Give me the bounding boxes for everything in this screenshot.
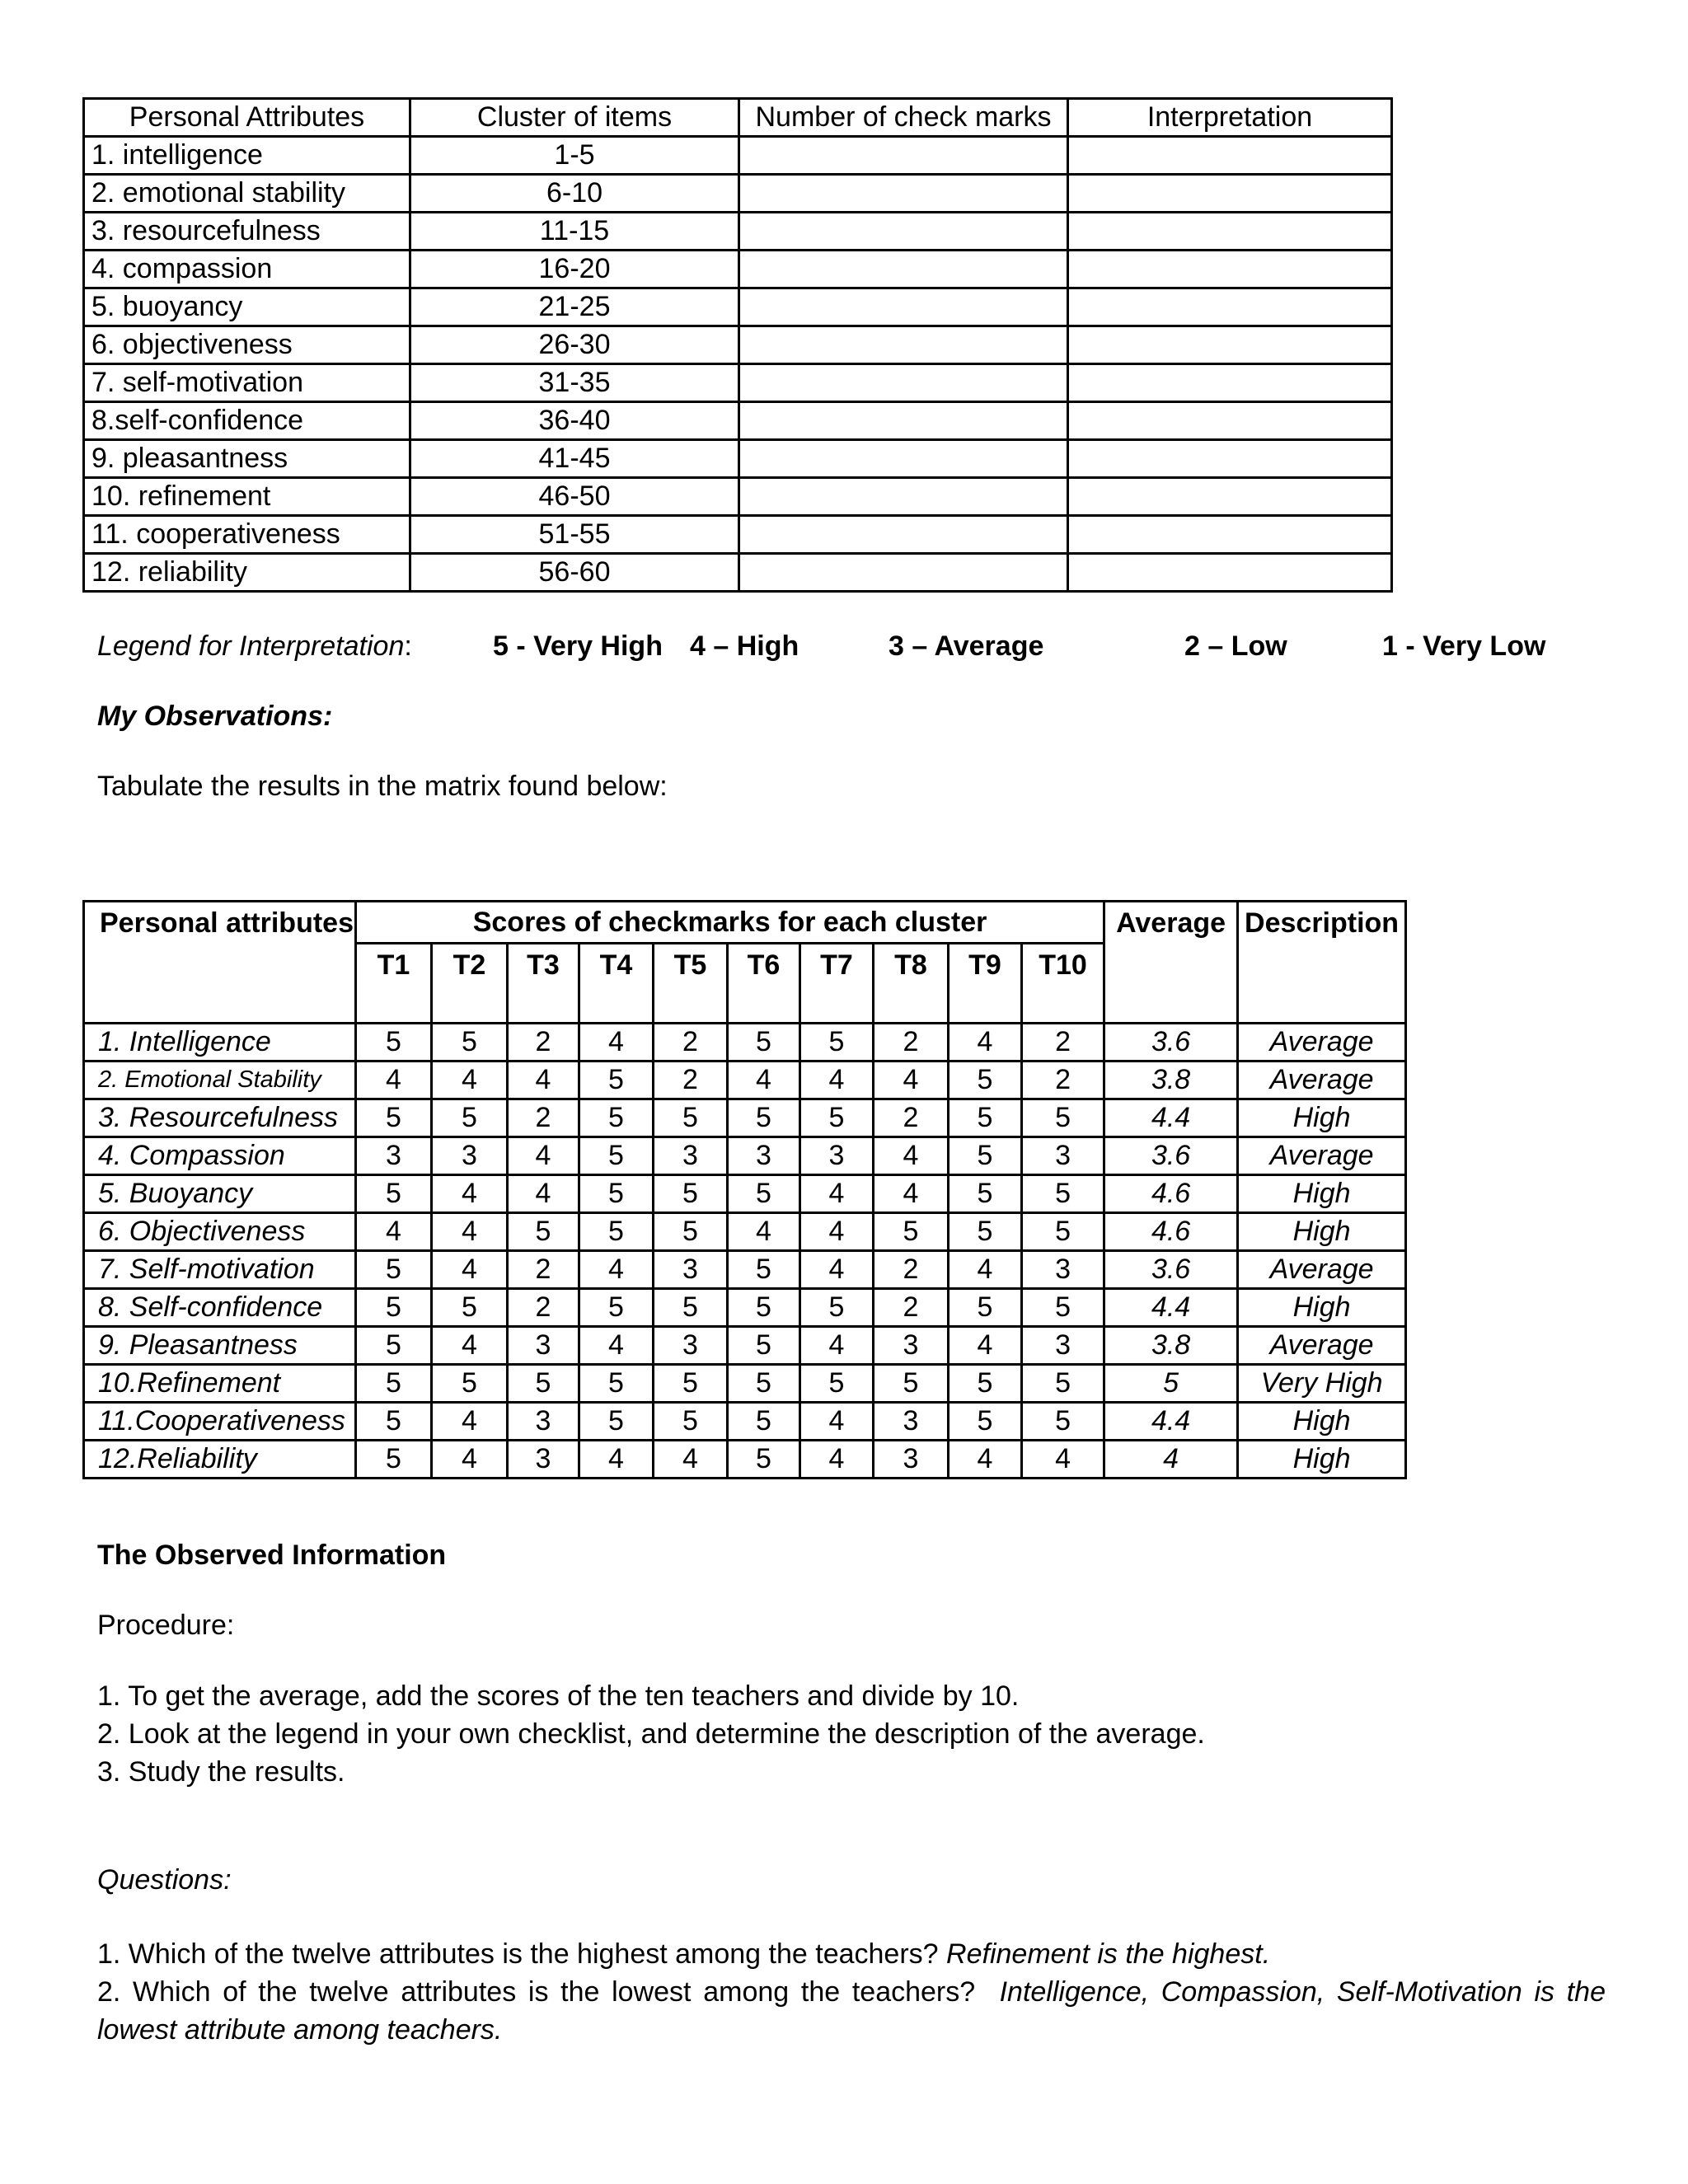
table-row (84, 175, 1392, 213)
check-marks-cell (739, 440, 1068, 478)
cluster-cell: 16-20 (410, 251, 739, 288)
attribute-cell: 8.self-confidence (84, 402, 410, 440)
score-cell: 5 (356, 1403, 432, 1441)
score-cell: 5 (579, 1289, 654, 1327)
score-cell: 4 (508, 1062, 579, 1099)
score-cell: 3 (508, 1403, 579, 1441)
score-cell: 4 (356, 1062, 432, 1099)
score-cell: 4 (579, 1327, 654, 1365)
description-cell: High (1238, 1441, 1406, 1479)
header-average: Average (1104, 902, 1238, 1024)
check-marks-cell (739, 554, 1068, 592)
score-cell: 5 (654, 1099, 728, 1137)
attribute-cell: 5. buoyancy (84, 288, 410, 326)
table-row (84, 1251, 1406, 1289)
questions-label: Questions: (97, 1864, 232, 1896)
score-cell: 2 (508, 1099, 579, 1137)
attribute-cell: 10.Refinement (84, 1365, 356, 1403)
average-cell: 3.8 (1104, 1062, 1238, 1099)
cluster-cell: 26-30 (410, 326, 739, 364)
header-personal-attributes: Personal Attributes (84, 99, 410, 137)
score-cell: 5 (579, 1062, 654, 1099)
observations-heading: My Observations: (97, 701, 333, 732)
score-cell: 5 (654, 1403, 728, 1441)
score-cell: 4 (949, 1251, 1022, 1289)
table-row (84, 1062, 1406, 1099)
description-cell: Average (1238, 1251, 1406, 1289)
score-cell: 5 (356, 1289, 432, 1327)
question-text: 1. Which of the twelve attributes is the highest among the teachers? (97, 1938, 939, 1970)
question-item (97, 1973, 1606, 2049)
attribute-cell: 7. Self-motivation (84, 1251, 356, 1289)
score-cell: 3 (1022, 1137, 1104, 1175)
score-cell: 3 (874, 1403, 949, 1441)
score-cell: 5 (432, 1099, 508, 1137)
score-cell: 5 (654, 1289, 728, 1327)
interpretation-cell (1068, 175, 1392, 213)
interpretation-cell (1068, 137, 1392, 175)
score-cell: 4 (579, 1441, 654, 1479)
check-marks-cell (739, 288, 1068, 326)
score-cell: 5 (579, 1099, 654, 1137)
score-cell: 5 (1022, 1403, 1104, 1441)
score-cell: 5 (1022, 1099, 1104, 1137)
score-cell: 5 (579, 1213, 654, 1251)
score-cell: 5 (508, 1365, 579, 1403)
score-cell: 5 (800, 1289, 874, 1327)
score-cell: 5 (728, 1099, 800, 1137)
score-cell: 4 (874, 1175, 949, 1213)
score-cell: 3 (654, 1327, 728, 1365)
table-row (84, 326, 1392, 364)
cluster-cell: 6-10 (410, 175, 739, 213)
answer-text: Intelligence, Compassion, Self-Motivation is the lowest attribute among teachers. (97, 1976, 1606, 2046)
description-cell: Average (1238, 1327, 1406, 1365)
score-cell: 4 (432, 1441, 508, 1479)
cluster-cell: 11-15 (410, 213, 739, 251)
attribute-cell: 3. Resourcefulness (84, 1099, 356, 1137)
average-cell: 3.6 (1104, 1251, 1238, 1289)
score-cell: 3 (874, 1327, 949, 1365)
header-description: Description (1238, 902, 1406, 1024)
score-cell: 5 (356, 1365, 432, 1403)
check-marks-cell (739, 364, 1068, 402)
check-marks-cell (739, 213, 1068, 251)
score-cell: 4 (432, 1175, 508, 1213)
cluster-cell: 41-45 (410, 440, 739, 478)
legend-label: Legend for Interpretation: (97, 630, 412, 662)
score-cell: 5 (508, 1213, 579, 1251)
description-cell: Average (1238, 1137, 1406, 1175)
description-cell: High (1238, 1289, 1406, 1327)
average-cell: 4.4 (1104, 1099, 1238, 1137)
score-cell: 5 (356, 1024, 432, 1062)
header-number-of-check-marks: Number of check marks (739, 99, 1068, 137)
score-cell: 4 (508, 1137, 579, 1175)
table-row (84, 364, 1392, 402)
description-cell: Average (1238, 1062, 1406, 1099)
check-marks-cell (739, 478, 1068, 516)
description-cell: High (1238, 1099, 1406, 1137)
score-cell: 4 (432, 1251, 508, 1289)
score-cell: 2 (874, 1024, 949, 1062)
score-cell: 4 (800, 1441, 874, 1479)
score-cell: 5 (728, 1327, 800, 1365)
attribute-cell: 11. cooperativeness (84, 516, 410, 554)
attribute-cell: 2. emotional stability (84, 175, 410, 213)
score-cell: 4 (432, 1403, 508, 1441)
table-row (84, 554, 1392, 592)
table-row (84, 1365, 1406, 1403)
score-cell: 5 (579, 1137, 654, 1175)
check-marks-cell (739, 326, 1068, 364)
score-cell: 5 (1022, 1213, 1104, 1251)
score-cell: 5 (728, 1024, 800, 1062)
attribute-cell: 12. reliability (84, 554, 410, 592)
cluster-cell: 21-25 (410, 288, 739, 326)
score-cell: 4 (800, 1251, 874, 1289)
score-cell: 5 (654, 1175, 728, 1213)
attribute-cell: 2. Emotional Stability (84, 1062, 356, 1099)
table-row (84, 1289, 1406, 1327)
average-cell: 4.6 (1104, 1213, 1238, 1251)
score-cell: 5 (949, 1365, 1022, 1403)
average-cell: 4.4 (1104, 1289, 1238, 1327)
score-cell: 5 (432, 1024, 508, 1062)
interpretation-cell (1068, 288, 1392, 326)
table-row (84, 1175, 1406, 1213)
description-cell: Very High (1238, 1365, 1406, 1403)
score-cell: 4 (800, 1062, 874, 1099)
score-cell: 5 (579, 1365, 654, 1403)
cluster-cell: 51-55 (410, 516, 739, 554)
attribute-cell: 6. objectiveness (84, 326, 410, 364)
score-cell: 5 (874, 1213, 949, 1251)
score-cell: 5 (579, 1175, 654, 1213)
interpretation-cell (1068, 251, 1392, 288)
attribute-cell: 6. Objectiveness (84, 1213, 356, 1251)
procedure-steps (97, 1677, 1606, 1791)
score-cell: 3 (874, 1441, 949, 1479)
interpretation-cell (1068, 213, 1392, 251)
attribute-cell: 8. Self-confidence (84, 1289, 356, 1327)
score-cell: 4 (949, 1327, 1022, 1365)
interpretation-cell (1068, 364, 1392, 402)
score-cell: 2 (654, 1024, 728, 1062)
score-cell: 5 (949, 1099, 1022, 1137)
check-marks-cell (739, 402, 1068, 440)
header-personal-attributes: Personal attributes (84, 902, 356, 1024)
interpretation-cell (1068, 478, 1392, 516)
attribute-cell: 10. refinement (84, 478, 410, 516)
score-cell: 4 (800, 1403, 874, 1441)
average-cell: 4.4 (1104, 1403, 1238, 1441)
score-cell: 3 (508, 1327, 579, 1365)
check-marks-cell (739, 137, 1068, 175)
cluster-cell: 36-40 (410, 402, 739, 440)
score-cell: 2 (874, 1251, 949, 1289)
procedure-step: 1. To get the average, add the scores of the ten teachers and divide by 10. (97, 1680, 1020, 1712)
score-cell: 5 (949, 1062, 1022, 1099)
score-cell: 4 (800, 1327, 874, 1365)
cluster-cell: 31-35 (410, 364, 739, 402)
tabulate-instruction: Tabulate the results in the matrix found below: (97, 771, 668, 802)
teacher-column-header: T10 (1022, 944, 1104, 1024)
score-cell: 4 (579, 1251, 654, 1289)
score-cell: 5 (654, 1365, 728, 1403)
table-row (84, 1137, 1406, 1175)
score-cell: 4 (654, 1441, 728, 1479)
table-row (84, 1441, 1406, 1479)
table-row (84, 288, 1392, 326)
teacher-column-header: T9 (949, 944, 1022, 1024)
score-cell: 5 (356, 1441, 432, 1479)
check-marks-cell (739, 251, 1068, 288)
description-cell: High (1238, 1403, 1406, 1441)
score-cell: 2 (508, 1024, 579, 1062)
attribute-cell: 12.Reliability (84, 1441, 356, 1479)
table-row (84, 478, 1392, 516)
check-marks-cell (739, 516, 1068, 554)
score-cell: 5 (949, 1289, 1022, 1327)
teacher-column-header: T8 (874, 944, 949, 1024)
score-cell: 4 (356, 1213, 432, 1251)
score-cell: 5 (432, 1289, 508, 1327)
score-cell: 4 (432, 1213, 508, 1251)
teacher-column-header: T2 (432, 944, 508, 1024)
table-row (84, 1403, 1406, 1441)
teacher-column-header: T3 (508, 944, 579, 1024)
attribute-cell: 9. pleasantness (84, 440, 410, 478)
score-cell: 4 (800, 1213, 874, 1251)
teacher-column-header: T4 (579, 944, 654, 1024)
score-cell: 4 (800, 1175, 874, 1213)
score-cell: 2 (1022, 1062, 1104, 1099)
table-row (84, 1099, 1406, 1137)
legend-low: 2 – Low (1184, 630, 1287, 662)
questions-list (97, 1935, 1606, 2049)
score-cell: 5 (728, 1289, 800, 1327)
interpretation-cell (1068, 516, 1392, 554)
score-cell: 4 (432, 1327, 508, 1365)
attribute-cell: 7. self-motivation (84, 364, 410, 402)
attribute-cell: 4. compassion (84, 251, 410, 288)
score-cell: 4 (579, 1024, 654, 1062)
table-row (84, 402, 1392, 440)
header-cluster-of-items: Cluster of items (410, 99, 739, 137)
score-cell: 3 (654, 1137, 728, 1175)
average-cell: 3.6 (1104, 1137, 1238, 1175)
interpretation-cell (1068, 440, 1392, 478)
score-cell: 3 (356, 1137, 432, 1175)
table-row (84, 251, 1392, 288)
score-cell: 5 (949, 1403, 1022, 1441)
table-header-row (84, 99, 1392, 137)
score-cell: 5 (949, 1213, 1022, 1251)
description-cell: High (1238, 1213, 1406, 1251)
attribute-cell: 11.Cooperativeness (84, 1403, 356, 1441)
question-text: 2. Which of the twelve attributes is the lowest among the teachers? (97, 1976, 976, 2008)
score-cell: 5 (800, 1099, 874, 1137)
score-cell: 4 (1022, 1441, 1104, 1479)
teacher-column-header: T7 (800, 944, 874, 1024)
score-cell: 4 (874, 1062, 949, 1099)
attributes-checklist-table (82, 97, 1393, 593)
legend-high: 4 – High (690, 630, 799, 662)
score-cell: 4 (949, 1441, 1022, 1479)
score-cell: 4 (874, 1137, 949, 1175)
average-cell: 3.8 (1104, 1327, 1238, 1365)
table-row (84, 137, 1392, 175)
score-cell: 3 (800, 1137, 874, 1175)
score-cell: 5 (800, 1024, 874, 1062)
header-scores-of-checkmarks: Scores of checkmarks for each cluster (356, 902, 1104, 944)
table-row (84, 1024, 1406, 1062)
description-cell: High (1238, 1175, 1406, 1213)
score-cell: 5 (356, 1099, 432, 1137)
legend-very-low: 1 - Very Low (1382, 630, 1546, 662)
score-cell: 5 (356, 1175, 432, 1213)
score-cell: 2 (874, 1289, 949, 1327)
score-cell: 2 (508, 1251, 579, 1289)
score-cell: 2 (874, 1099, 949, 1137)
cluster-cell: 56-60 (410, 554, 739, 592)
matrix-header-row (84, 902, 1406, 944)
check-marks-cell (739, 175, 1068, 213)
score-cell: 3 (432, 1137, 508, 1175)
score-cell: 5 (949, 1137, 1022, 1175)
teacher-column-header: T1 (356, 944, 432, 1024)
score-cell: 4 (508, 1175, 579, 1213)
interpretation-cell (1068, 554, 1392, 592)
score-cell: 5 (728, 1441, 800, 1479)
score-cell: 3 (654, 1251, 728, 1289)
table-row (84, 1213, 1406, 1251)
score-cell: 5 (1022, 1365, 1104, 1403)
score-cell: 5 (728, 1175, 800, 1213)
header-interpretation: Interpretation (1068, 99, 1392, 137)
score-cell: 4 (728, 1213, 800, 1251)
teacher-column-header: T6 (728, 944, 800, 1024)
score-cell: 3 (1022, 1327, 1104, 1365)
procedure-step: 2. Look at the legend in your own checklist, and determine the description of the average. (97, 1718, 1205, 1750)
score-cell: 5 (356, 1327, 432, 1365)
score-cell: 5 (1022, 1289, 1104, 1327)
scores-matrix-table (82, 900, 1407, 1479)
score-cell: 5 (432, 1365, 508, 1403)
interpretation-cell (1068, 326, 1392, 364)
attribute-cell: 1. Intelligence (84, 1024, 356, 1062)
attribute-cell: 4. Compassion (84, 1137, 356, 1175)
table-row (84, 440, 1392, 478)
table-row (84, 213, 1392, 251)
score-cell: 5 (654, 1213, 728, 1251)
average-cell: 3.6 (1104, 1024, 1238, 1062)
interpretation-cell (1068, 402, 1392, 440)
legend-very-high: 5 - Very High (493, 630, 663, 662)
score-cell: 2 (654, 1062, 728, 1099)
teacher-column-header: T5 (654, 944, 728, 1024)
score-cell: 4 (949, 1024, 1022, 1062)
score-cell: 5 (728, 1251, 800, 1289)
description-cell: Average (1238, 1024, 1406, 1062)
procedure-label: Procedure: (97, 1610, 235, 1641)
score-cell: 5 (949, 1175, 1022, 1213)
answer-text: Refinement is the highest. (946, 1938, 1271, 1970)
score-cell: 5 (1022, 1175, 1104, 1213)
table-row (84, 516, 1392, 554)
score-cell: 5 (874, 1365, 949, 1403)
question-item (97, 1935, 1606, 1973)
score-cell: 4 (432, 1062, 508, 1099)
score-cell: 3 (728, 1137, 800, 1175)
score-cell: 4 (728, 1062, 800, 1099)
score-cell: 3 (508, 1441, 579, 1479)
observed-information-heading: The Observed Information (97, 1540, 447, 1571)
legend-average: 3 – Average (889, 630, 1044, 662)
score-cell: 5 (579, 1403, 654, 1441)
attribute-cell: 3. resourcefulness (84, 213, 410, 251)
average-cell: 4.6 (1104, 1175, 1238, 1213)
attribute-cell: 1. intelligence (84, 137, 410, 175)
attribute-cell: 5. Buoyancy (84, 1175, 356, 1213)
score-cell: 2 (508, 1289, 579, 1327)
score-cell: 5 (800, 1365, 874, 1403)
table-row (84, 1327, 1406, 1365)
attribute-cell: 9. Pleasantness (84, 1327, 356, 1365)
score-cell: 5 (728, 1403, 800, 1441)
score-cell: 5 (728, 1365, 800, 1403)
average-cell: 4 (1104, 1441, 1238, 1479)
score-cell: 5 (356, 1251, 432, 1289)
score-cell: 2 (1022, 1024, 1104, 1062)
score-cell: 3 (1022, 1251, 1104, 1289)
cluster-cell: 46-50 (410, 478, 739, 516)
average-cell: 5 (1104, 1365, 1238, 1403)
cluster-cell: 1-5 (410, 137, 739, 175)
procedure-step: 3. Study the results. (97, 1756, 345, 1788)
